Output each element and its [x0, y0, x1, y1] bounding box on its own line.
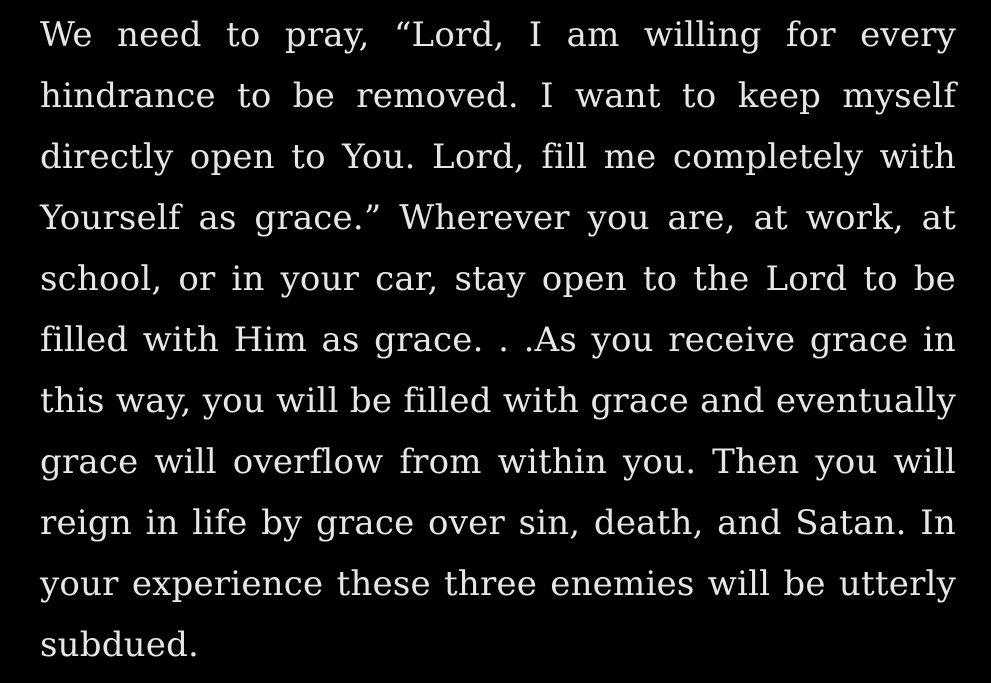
- passage-line-last: subdued.: [40, 625, 200, 665]
- passage-line: reign in life by grace over sin, death, and Satan. In: [40, 503, 956, 543]
- passage-line: We need to pray, “Lord, I am willing for every: [40, 15, 956, 55]
- passage-line: this way, you will be filled with grace and eventually: [40, 381, 956, 421]
- passage-line: your experience these three enemies will be utterly: [40, 564, 956, 604]
- passage-line: grace will overflow from within you. Then you will: [40, 442, 956, 482]
- passage-line: Yourself as grace.” Wherever you are, at work, at: [40, 198, 956, 238]
- passage-line: directly open to You. Lord, fill me completely with: [40, 137, 956, 177]
- passage-line: school, or in your car, stay open to the Lord to be: [40, 259, 956, 299]
- passage-line: hindrance to be removed. I want to keep myself: [40, 76, 956, 116]
- passage-line: filled with Him as grace. . .As you receive grace in: [40, 320, 956, 360]
- passage-text: [40, 5, 956, 676]
